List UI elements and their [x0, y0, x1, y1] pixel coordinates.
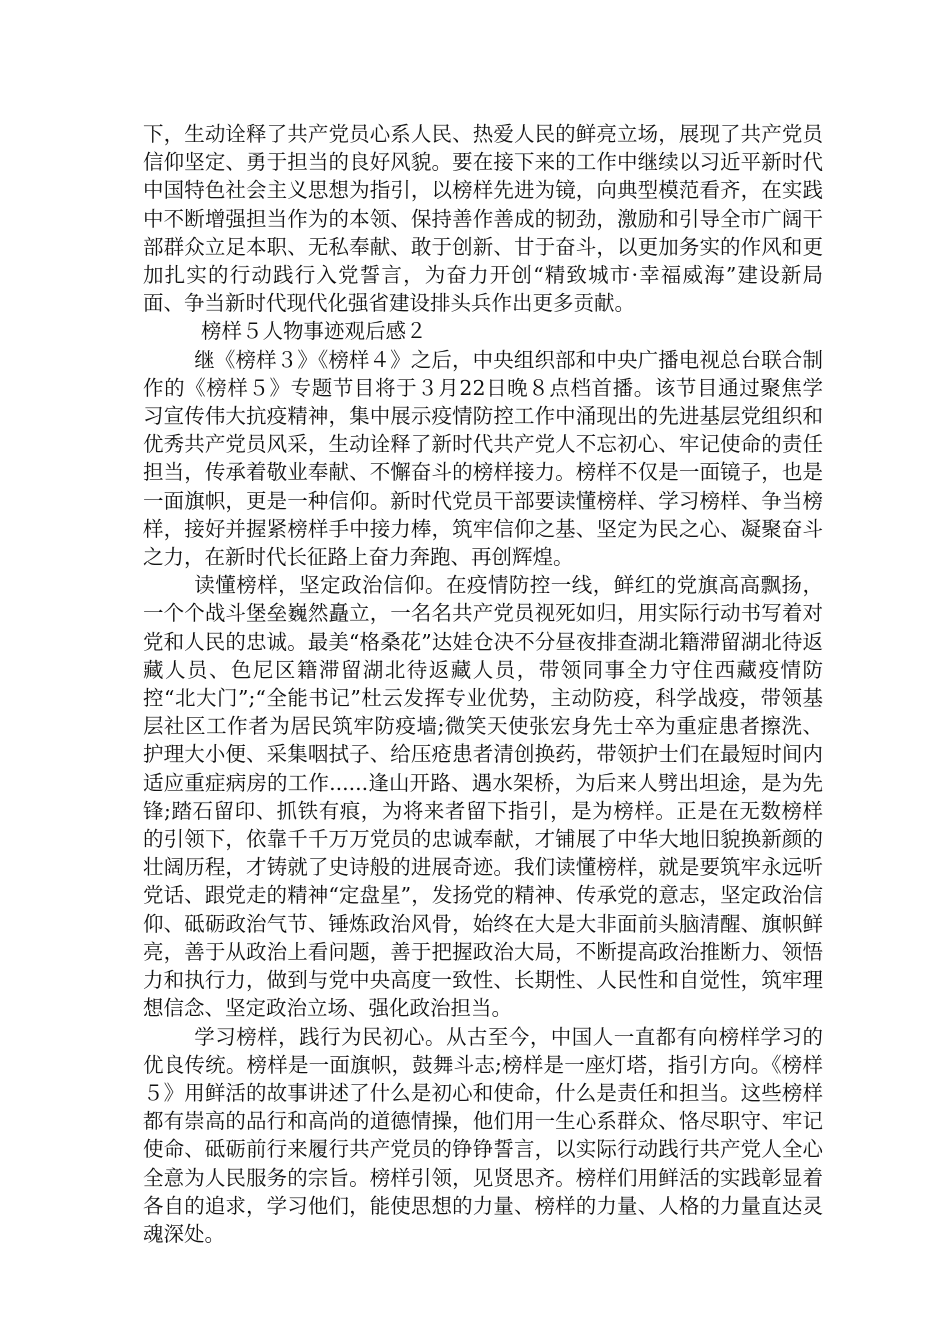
- paragraph-intro: 继《榜样３》《榜样４》之后，中央组织部和中央广播电视总台联合制作的《榜样５》专题节目将于３月22日晚８点档首播。该节目通过聚焦学习宣传伟大抗疫精神，集中展示疫情防控工作中涌现出的先进基层党组织和优秀共产党员风采，生动诠释了新时代共产党人不忘初心、牢记使命的责任担当，传承着敬业奉献、不懈奋斗的榜样接力。榜样不仅是一面镜子，也是一面旗帜，更是一种信仰。新时代党员干部要读懂榜样、学习榜样、争当榜样，接好并握紧榜样手中接力棒，筑牢信仰之基、坚定为民之心、凝聚奋斗之力，在新时代长征路上奋力奔跑、再创辉煌。: [143, 347, 823, 570]
- paragraph-learn-role-model: 学习榜样，践行为民初心。从古至今，中国人一直都有向榜样学习的优良传统。榜样是一面旗帜，鼓舞斗志;榜样是一座灯塔，指引方向。《榜样５》用鲜活的故事讲述了什么是初心和使命，什么是责任和担当。这些榜样都有崇高的品行和高尚的道德情操，他们用一生心系群众、恪尽职守、牢记使命、砥砺前行来履行共产党员的铮铮誓言，以实际行动践行共产党人全心全意为人民服务的宗旨。榜样引领，见贤思齐。榜样们用鲜活的实践彰显着各自的追求，学习他们，能使思想的力量、榜样的力量、人格的力量直达灵魂深处。: [143, 1024, 823, 1246]
- document-page: [143, 120, 823, 1248]
- paragraph-read-role-model: 读懂榜样，坚定政治信仰。在疫情防控一线，鲜红的党旗高高飘扬，一个个战斗堡垒巍然矗立，一名名共产党员视死如归，用实际行动书写着对党和人民的忠诚。最美“格桑花”达娃仓决不分昼夜排查湖北籍滞留湖北待返藏人员、色尼区籍滞留湖北待返藏人员，带领同事全力守住西藏疫情防控“北大门”;“全能书记”杜云发挥专业优势，主动防疫，科学战疫，带领基层社区工作者为居民筑牢防疫墙;微笑天使张宏身先士卒为重症患者擦洗、护理大小便、采集咽拭子、给压疮患者清创换药，带领护士们在最短时间内适应重症病房的工作......逢山开路、遇水架桥，为后来人劈出坦途，是为先锋;踏石留印、抓铁有痕，为将来者留下指引，是为榜样。正是在无数榜样的引领下，依靠千千万万党员的忠诚奉献，才铺展了中华大地旧貌换新颜的壮阔历程，才铸就了史诗般的进展奇迹。我们读懂榜样，就是要筑牢永远听党话、跟党走的精神“定盘星”，发扬党的精神、传承党的意志，坚定政治信仰、砥砺政治气节、锤炼政治风骨，始终在大是大非面前头脑清醒、旗帜鲜亮，善于从政治上看问题，善于把握政治大局，不断提高政治推断力、领悟力和执行力，做到与党中央高度一致性、长期性、人民性和自觉性，筑牢理想信念、坚定政治立场、强化政治担当。: [143, 573, 823, 1021]
- paragraph-continuation: 下，生动诠释了共产党员心系人民、热爱人民的鲜亮立场，展现了共产党员信仰坚定、勇于担当的良好风貌。要在接下来的工作中继续以习近平新时代中国特色社会主义思想为指引，以榜样先进为镜，向典型模范看齐，在实践中不断增强担当作为的本领、保持善作善成的韧劲，激励和引导全市广阔干部群众立足本职、无私奉献、敢于创新、甘于奋斗，以更加务实的作风和更加扎实的行动践行入党誓言，为奋力开创“精致城市·幸福威海”建设新局面、争当新时代现代化强省建设排头兵作出更多贡献。: [143, 122, 823, 316]
- section-heading: 榜样５人物事迹观后感２: [201, 319, 427, 344]
